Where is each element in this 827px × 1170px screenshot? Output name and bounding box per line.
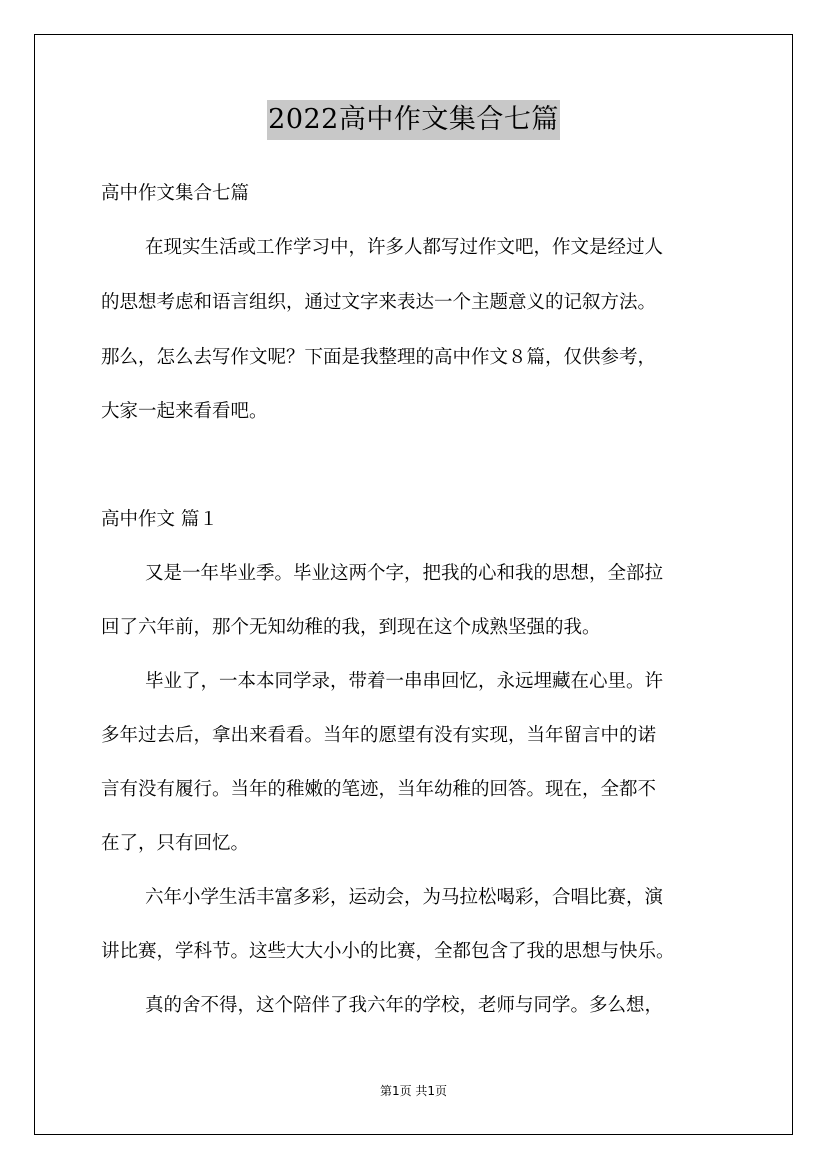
- page-footer: 第1页 共1页: [379, 1084, 448, 1098]
- document-title: 2022高中作文集合七篇: [267, 100, 560, 140]
- body-line-1: 又是一年毕业季。毕业这两个字，把我的心和我的思想，全部拉: [145, 563, 664, 584]
- body-line-9: 真的舍不得，这个陪伴了我六年的学校，老师与同学。多么想，: [145, 995, 664, 1016]
- body-line-7: 六年小学生活丰富多彩，运动会，为马拉松喝彩，合唱比赛，演: [145, 887, 664, 908]
- intro-line-1: 在现实生活或工作学习中，许多人都写过作文吧，作文是经过人: [145, 237, 664, 258]
- document-subtitle: 高中作文集合七篇: [101, 183, 250, 204]
- body-line-4: 多年过去后，拿出来看看。当年的愿望有没有实现，当年留言中的诺: [101, 725, 657, 746]
- body-line-6: 在了，只有回忆。: [101, 833, 250, 854]
- body-line-8: 讲比赛，学科节。这些大大小小的比赛，全都包含了我的思想与快乐。: [101, 941, 675, 962]
- body-line-2: 回了六年前，那个无知幼稚的我，到现在这个成熟坚强的我。: [101, 617, 601, 638]
- body-line-5: 言有没有履行。当年的稚嫩的笔迹，当年幼稚的回答。现在，全都不: [101, 779, 657, 800]
- intro-line-4: 大家一起来看看吧。: [101, 401, 268, 422]
- body-line-3: 毕业了，一本本同学录，带着一串串回忆，永远埋藏在心里。许: [145, 671, 664, 692]
- section-heading: 高中作文 篇１: [101, 509, 218, 530]
- intro-line-3: 那么，怎么去写作文呢？下面是我整理的高中作文８篇，仅供参考，: [101, 347, 657, 368]
- intro-line-2: 的思想考虑和语言组织，通过文字来表达一个主题意义的记叙方法。: [101, 292, 657, 313]
- title-container: [0, 100, 827, 140]
